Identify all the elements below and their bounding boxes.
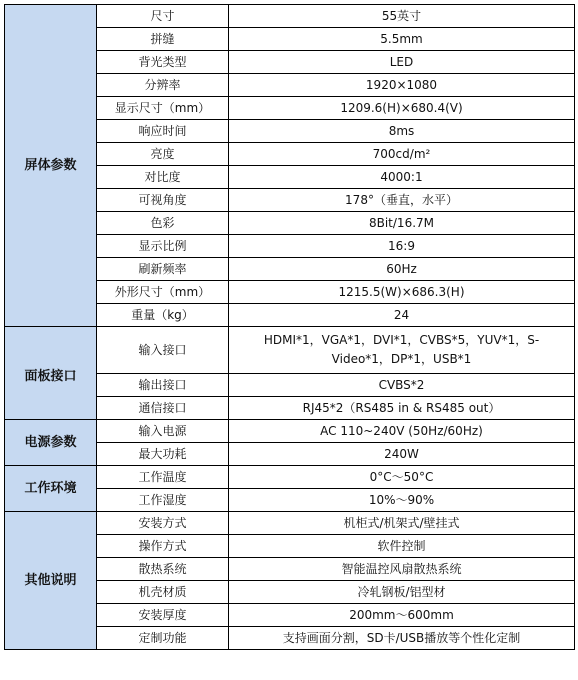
category-cell: 电源参数 (5, 420, 97, 466)
label-cell: 工作湿度 (97, 489, 229, 512)
label-cell: 亮度 (97, 143, 229, 166)
table-row (5, 466, 575, 489)
value-cell: AC 110~240V (50Hz/60Hz) (229, 420, 575, 443)
label-cell: 机壳材质 (97, 581, 229, 604)
value-cell: 178°（垂直，水平） (229, 189, 575, 212)
category-cell: 面板接口 (5, 327, 97, 420)
value-cell: 冷轧钢板/铝型材 (229, 581, 575, 604)
label-cell: 拼缝 (97, 28, 229, 51)
value-cell: LED (229, 51, 575, 74)
spec-table-body (5, 5, 575, 650)
label-cell: 显示尺寸（mm） (97, 97, 229, 120)
label-cell: 显示比例 (97, 235, 229, 258)
category-cell: 屏体参数 (5, 5, 97, 327)
label-cell: 最大功耗 (97, 443, 229, 466)
value-cell: 55英寸 (229, 5, 575, 28)
label-cell: 工作温度 (97, 466, 229, 489)
value-cell: 智能温控风扇散热系统 (229, 558, 575, 581)
value-cell: HDMI*1，VGA*1，DVI*1，CVBS*5，YUV*1，S-Video*1，DP*1，USB*1 (229, 327, 575, 374)
value-cell: 1920×1080 (229, 74, 575, 97)
value-cell: 240W (229, 443, 575, 466)
value-cell: 1215.5(W)×686.3(H) (229, 281, 575, 304)
value-cell: 10%～90% (229, 489, 575, 512)
table-row (5, 5, 575, 28)
label-cell: 重量（kg） (97, 304, 229, 327)
value-cell: 机柜式/机架式/壁挂式 (229, 512, 575, 535)
label-cell: 尺寸 (97, 5, 229, 28)
value-cell: 1209.6(H)×680.4(V) (229, 97, 575, 120)
label-cell: 刷新频率 (97, 258, 229, 281)
label-cell: 背光类型 (97, 51, 229, 74)
value-cell: 700cd/m² (229, 143, 575, 166)
value-cell: 4000:1 (229, 166, 575, 189)
label-cell: 对比度 (97, 166, 229, 189)
label-cell: 定制功能 (97, 627, 229, 650)
label-cell: 输出接口 (97, 374, 229, 397)
label-cell: 输入接口 (97, 327, 229, 374)
value-cell: 16:9 (229, 235, 575, 258)
value-cell: RJ45*2（RS485 in & RS485 out） (229, 397, 575, 420)
label-cell: 通信接口 (97, 397, 229, 420)
label-cell: 输入电源 (97, 420, 229, 443)
label-cell: 分辨率 (97, 74, 229, 97)
label-cell: 散热系统 (97, 558, 229, 581)
label-cell: 安装方式 (97, 512, 229, 535)
value-cell: 支持画面分割，SD卡/USB播放等个性化定制 (229, 627, 575, 650)
label-cell: 响应时间 (97, 120, 229, 143)
value-cell: 8Bit/16.7M (229, 212, 575, 235)
table-row (5, 512, 575, 535)
table-row (5, 327, 575, 374)
value-cell: 24 (229, 304, 575, 327)
category-cell: 其他说明 (5, 512, 97, 650)
value-cell: 60Hz (229, 258, 575, 281)
value-cell: CVBS*2 (229, 374, 575, 397)
label-cell: 安装厚度 (97, 604, 229, 627)
label-cell: 色彩 (97, 212, 229, 235)
value-cell: 5.5mm (229, 28, 575, 51)
label-cell: 操作方式 (97, 535, 229, 558)
label-cell: 外形尺寸（mm） (97, 281, 229, 304)
label-cell: 可视角度 (97, 189, 229, 212)
value-cell: 8ms (229, 120, 575, 143)
spec-table (4, 4, 575, 650)
table-row (5, 420, 575, 443)
value-cell: 200mm～600mm (229, 604, 575, 627)
value-cell: 0°C～50°C (229, 466, 575, 489)
value-cell: 软件控制 (229, 535, 575, 558)
category-cell: 工作环境 (5, 466, 97, 512)
